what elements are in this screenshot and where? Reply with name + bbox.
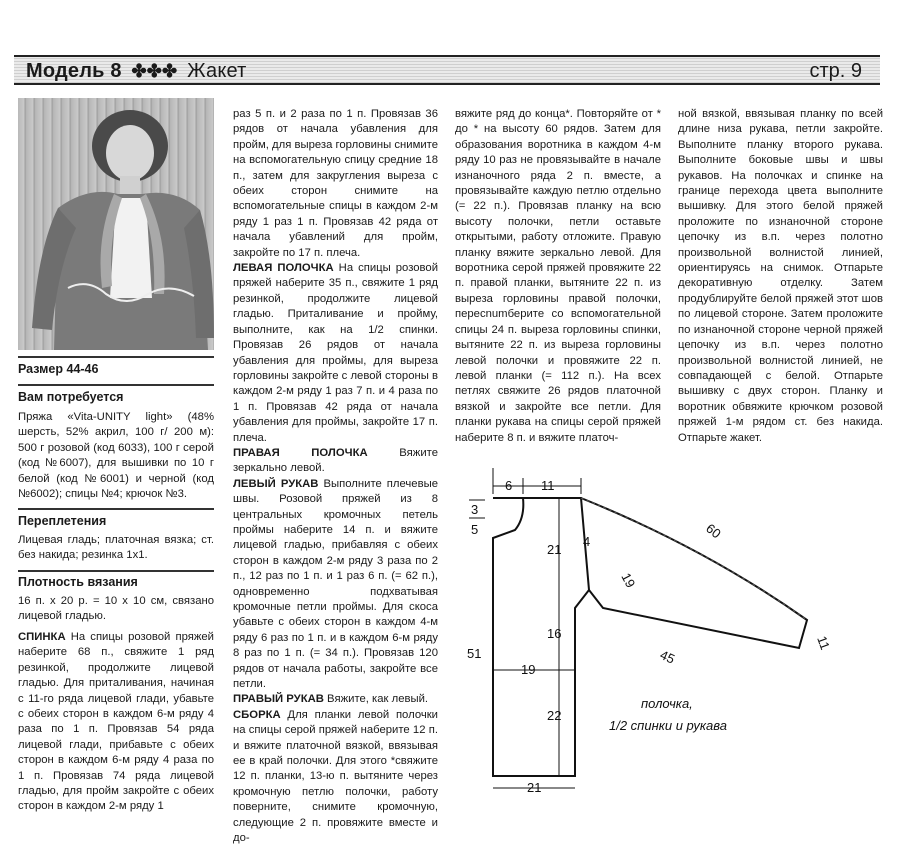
divider <box>18 356 214 358</box>
model-subtitle: Жакет <box>187 60 247 82</box>
model-photo <box>18 98 214 350</box>
left-sleeve-text: Выполните плечевые швы. Розовой пряжей из 8 центральных кромочных петель проймы наберите 14 п. и вяжите лицевой гладью, прибавляя с обеих сторон в каждом 2-м ряду 3 раза по 2 п., 12 раз по 1 п. и 1 раз 6 п. (= 62 п.), одновременно подхватывая кромочные петли проймы. Для скоса убавьте с обеих сторон в каждом 4-м ряду 6 раз по 1 п. и в каждом 6-м ряду 8 раз по 1 п. (= 34 п.). Провязав 120 рядов от начала работы, закройте все петли. <box>233 477 438 691</box>
dim-v-16: 16 <box>547 626 562 641</box>
right-front-label: ПРАВАЯ ПОЛОЧКА <box>233 446 368 459</box>
dim-top-11: 11 <box>541 478 555 493</box>
divider <box>18 570 214 572</box>
needs-text: Пряжа «Vita-UNITY light» (48% шерсть, 52% акрил, 100 г/ 200 м): 500 г розовой (код 6033), 100 г серой (код №6007), для вышивки по 10 г белой (код №6001) и черной (код №6002); спицы №4; крючок №3. <box>18 411 214 501</box>
dim-left-5: 5 <box>471 522 479 537</box>
caption-line2: 1/2 спинки и рукава <box>609 718 727 733</box>
dim-v-51: 51 <box>467 646 482 661</box>
dim-h-19: 19 <box>521 662 536 677</box>
weaves-title: Переплетения <box>18 514 107 528</box>
left-sleeve-label: ЛЕВЫЙ РУКАВ <box>233 477 319 490</box>
column-3: вяжите ряд до конца*. Повторяйте от * до * на высоту 60 рядов. Затем для образования воротника в каждом 4-м ряду 10 раз не провязывайте в начале изнаночного ряда 2 п. вместе, а провязывайте каждую петлю отдельно (= 22 п.). Провязав планку на всю высоту полочки, петли оставьте открытыми, работу отложите. Правую планку вяжите зеркально левой. Для воротника серой пряжей провяжите 22 п. правой планки, вытяните 22 п. из выреза горловины правой полочки, пересnumберите со вспомогательной спицы 24 п. выреза горловины спинки, вытяните 22 п. из выреза горловины левой полочки и провяжите 22 п. левой планки (= 112 п.). На всех петлях свяжите 26 рядов платочной вязкой и закройте все петли. Для планки рукава на спицы серой пряжей наберите 8 п. и вяжите платоч- <box>455 108 661 444</box>
divider <box>18 508 214 510</box>
back-text: На спицы розовой пряжей наберите 68 п., свяжите 1 ряд резинкой, продолжите лицевой гладью. Для приталивания, начиная с 11-го ряда лицевой глади, убавьте с обеих сторон в каждом 6-м ряду 4 раза по 1 п. Провязав 54 ряда лицевой глади, прибавьте с обеих сторон в каждом 6-м ряду 4 раза по 1 п. Провязав 74 ряда лицевой гладью, для пройм закройте с обеих сторон в каждом 2-м ряду 1 <box>18 631 214 813</box>
dim-h-21: 21 <box>527 780 542 795</box>
density-title: Плотность вязания <box>18 575 138 589</box>
dim-diag-60: 60 <box>703 520 724 542</box>
page-header <box>14 55 880 85</box>
model-number: Модель 8 <box>26 60 122 82</box>
left-front-text: На спицы розовой пряжей наберите 35 п., свяжите 1 ряд резинкой, продолжите лицевой гладью. Приталивание и пройму, выполните, как на 1/2 спинки. Провязав 26 рядов от начала убавления для проймы, для выреза горловины закройте с левой стороны в каждом 2-м ряду 1 раз 7 п. и 4 раза по 1 п. Провязав 42 ряда от начала убавления для проймы, закройте 17 п. плеча. <box>233 262 439 444</box>
dim-v-21: 21 <box>547 542 562 557</box>
right-front-text: Вяжите зеркально левой. <box>233 446 438 475</box>
assembly-text: Для планки левой полочки на спицы серой пряжей наберите 12 п. и вяжите платочной вязкой, ввязывая ее в край полочки. Для этого *свяжите 12 п. планки, 13-ю п. вытяните через кромочную петлю полочки, работу поверните, снимите кромочную, следующие 2 п. провяжите вместе и до- <box>233 708 438 845</box>
sleeve-outline <box>581 498 807 648</box>
weaves-text: Лицевая гладь; платочная вязка; ст. без накида; резинка 1х1. <box>18 534 214 562</box>
assembly-label: СБОРКА <box>233 708 281 721</box>
density-text: 16 п. х 20 р. = 10 х 10 см, связано лицевой гладью. <box>18 595 214 623</box>
dim-top-6: 6 <box>505 478 513 493</box>
back-section <box>18 630 214 815</box>
panel-outline <box>493 498 589 776</box>
right-sleeve-label: ПРАВЫЙ РУКАВ <box>233 693 324 706</box>
column-4: ной вязкой, ввязывая планку по всей длине низа рукава, петли закройте. Выполните планку второго рукава. Выполните боковые швы и швы рукавов. На полочках и спинке на границе перехода цвета выполните вышивку. Для этого белой пряжей проложите по изнаночной стороне цепочку из в.п. через полотно произвольной волнистой линией, ориентируясь на снимок. Отпарьте декоративную отделку. Затем продублируйте белой пряжей этот шов по лицевой стороне. Затем проложите по изнаночной стороне черной пряжей цепочку из в.п. через полотно произвольной волнистой линией, не совпадающей с белой. Отпарьте вышивку с двух сторон. Планку и воротник обвяжите крючком розовой пряжей 1-м рядом ст. без накида. Отпарьте жакет. <box>678 108 883 444</box>
size-title: Размер 44-46 <box>18 362 99 376</box>
model-title <box>26 60 247 83</box>
dim-diag-45: 45 <box>657 647 678 667</box>
pattern-diagram <box>455 458 885 808</box>
right-sleeve-text: Вяжите, как левый. <box>323 693 429 706</box>
dim-diag-19: 19 <box>618 570 639 591</box>
ornament-icon: ✤✤✤ <box>131 61 178 81</box>
sleeve-guide <box>581 498 807 620</box>
dim-cuff-11: 11 <box>814 633 833 652</box>
page-number: стр. 9 <box>809 60 862 82</box>
divider <box>18 384 214 386</box>
dim-left-3: 3 <box>471 502 479 517</box>
caption-line1: полочка, <box>641 696 693 711</box>
dim-v-22: 22 <box>547 708 562 723</box>
col2-intro: раз 5 п. и 2 раза по 1 п. Провязав 36 рядов от начала убавления для пройм, для выреза горловины снимите на вспомогательную спицу средние 18 п., затем для закругления выреза с обеих сторон снимите на вспомогательные спицы в каждом 2-м ряду 1 раз 1 п. Провязав 42 ряда от начала убавлений для пройм, закройте по 17 п. плеча. <box>233 108 438 259</box>
back-label: СПИНКА <box>18 631 66 643</box>
dim-h-4: 4 <box>583 534 591 549</box>
needs-title: Вам потребуется <box>18 390 124 404</box>
woman-in-jacket-image <box>18 98 214 350</box>
column-2 <box>233 107 438 847</box>
left-front-label: ЛЕВАЯ ПОЛОЧКА <box>233 262 334 275</box>
